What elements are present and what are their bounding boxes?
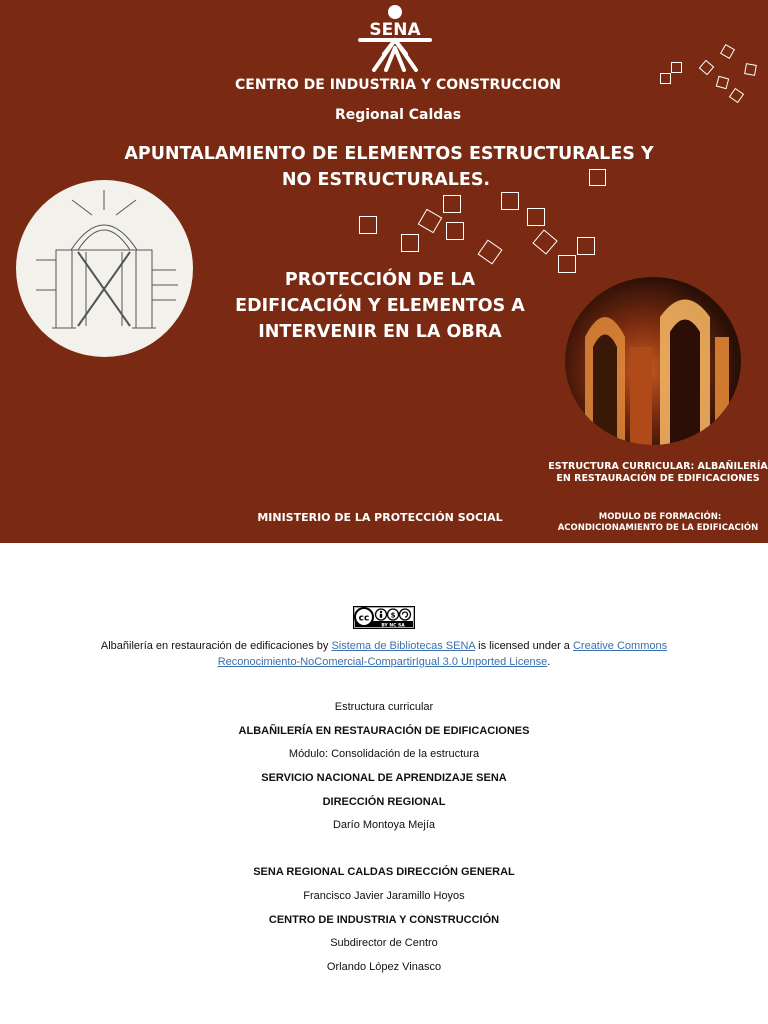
subtitle-line2: EDIFICACIÓN Y ELEMENTOS A (235, 296, 525, 316)
decor-square (443, 195, 461, 213)
ministry-name: MINISTERIO DE LA PROTECCIÓN SOCIAL (257, 511, 503, 524)
sena-logo (354, 2, 436, 72)
credit-line: Subdirector de Centro (330, 937, 438, 949)
license-period: . (547, 655, 551, 668)
decor-square (558, 255, 576, 273)
author-link[interactable]: Sistema de Bibliotecas SENA (331, 640, 476, 652)
credit-line: Estructura curricular (334, 701, 434, 713)
license-by: by (313, 640, 332, 652)
decor-square (671, 62, 682, 73)
license-licensed: is licensed under a (475, 640, 573, 652)
arch-sketch-drawing (16, 180, 193, 357)
decor-square (589, 169, 606, 186)
module-line2: ACONDICIONAMIENTO DE LA EDIFICACIÓN (557, 523, 759, 533)
decor-square (401, 234, 419, 252)
credit-line: Orlando López Vinasco (326, 961, 442, 973)
cc-badge-text: BY NC SA (381, 623, 405, 629)
credit-line: DIRECCIÓN REGIONAL (322, 796, 446, 808)
credit-line: SENA REGIONAL CALDAS DIRECCIÓN GENERAL (253, 866, 515, 878)
decor-square (577, 237, 595, 255)
decor-square (446, 222, 464, 240)
decor-square (699, 60, 714, 75)
svg-text:cc: cc (358, 613, 370, 624)
decor-square (477, 239, 502, 264)
interior-photo-shapes (565, 277, 741, 445)
decor-square (716, 76, 729, 89)
arch-sketch-image (16, 180, 193, 357)
decor-square (418, 209, 443, 234)
main-title-line1: APUNTALAMIENTO DE ELEMENTOS ESTRUCTURALES Y (124, 144, 654, 164)
license-notice (0, 639, 768, 670)
decor-square (660, 73, 671, 84)
creative-commons-badge-icon[interactable] (353, 606, 415, 629)
curriculum-line1: ESTRUCTURA CURRICULAR: ALBAÑILERÍA (548, 461, 768, 472)
credit-line: ALBAÑILERÍA EN RESTAURACIÓN DE EDIFICACIONES (238, 725, 530, 737)
credit-line: Darío Montoya Mejía (332, 819, 436, 831)
credit-line: Módulo: Consolidación de la estructura (288, 748, 480, 760)
credit-line: SERVICIO NACIONAL DE APRENDIZAJE SENA (261, 772, 507, 784)
center-name: CENTRO DE INDUSTRIA Y CONSTRUCCION (234, 77, 562, 93)
subtitle-line1: PROTECCIÓN DE LA (284, 270, 476, 290)
license-link-part1[interactable]: Creative Commons (572, 640, 668, 652)
module-line1: MODULO DE FORMACIÓN: (598, 512, 722, 522)
subtitle-line3: INTERVENIR EN LA OBRA (258, 322, 502, 342)
decor-square (501, 192, 519, 210)
curriculum-line2: EN RESTAURACIÓN DE EDIFICACIONES (556, 473, 760, 484)
decor-square (729, 88, 744, 103)
decor-square (532, 229, 557, 254)
interior-photo (565, 277, 741, 445)
svg-text:$: $ (390, 611, 396, 620)
regional-name: Regional Caldas (334, 107, 462, 123)
decor-square (527, 208, 545, 226)
credit-line: CENTRO DE INDUSTRIA Y CONSTRUCCIÓN (268, 914, 500, 926)
license-link-part2[interactable]: Reconocimiento-NoComercial-CompartirIgual 3.0 Unported License (217, 655, 548, 668)
credit-line: Francisco Javier Jaramillo Hoyos (303, 890, 465, 902)
sena-logo-text: SENA (369, 20, 421, 40)
decor-square (359, 216, 377, 234)
work-title: Albañilería en restauración de edificaciones (100, 640, 314, 652)
decor-square (720, 44, 735, 59)
main-title-line2: NO ESTRUCTURALES. (281, 170, 491, 190)
decor-square (744, 63, 757, 76)
